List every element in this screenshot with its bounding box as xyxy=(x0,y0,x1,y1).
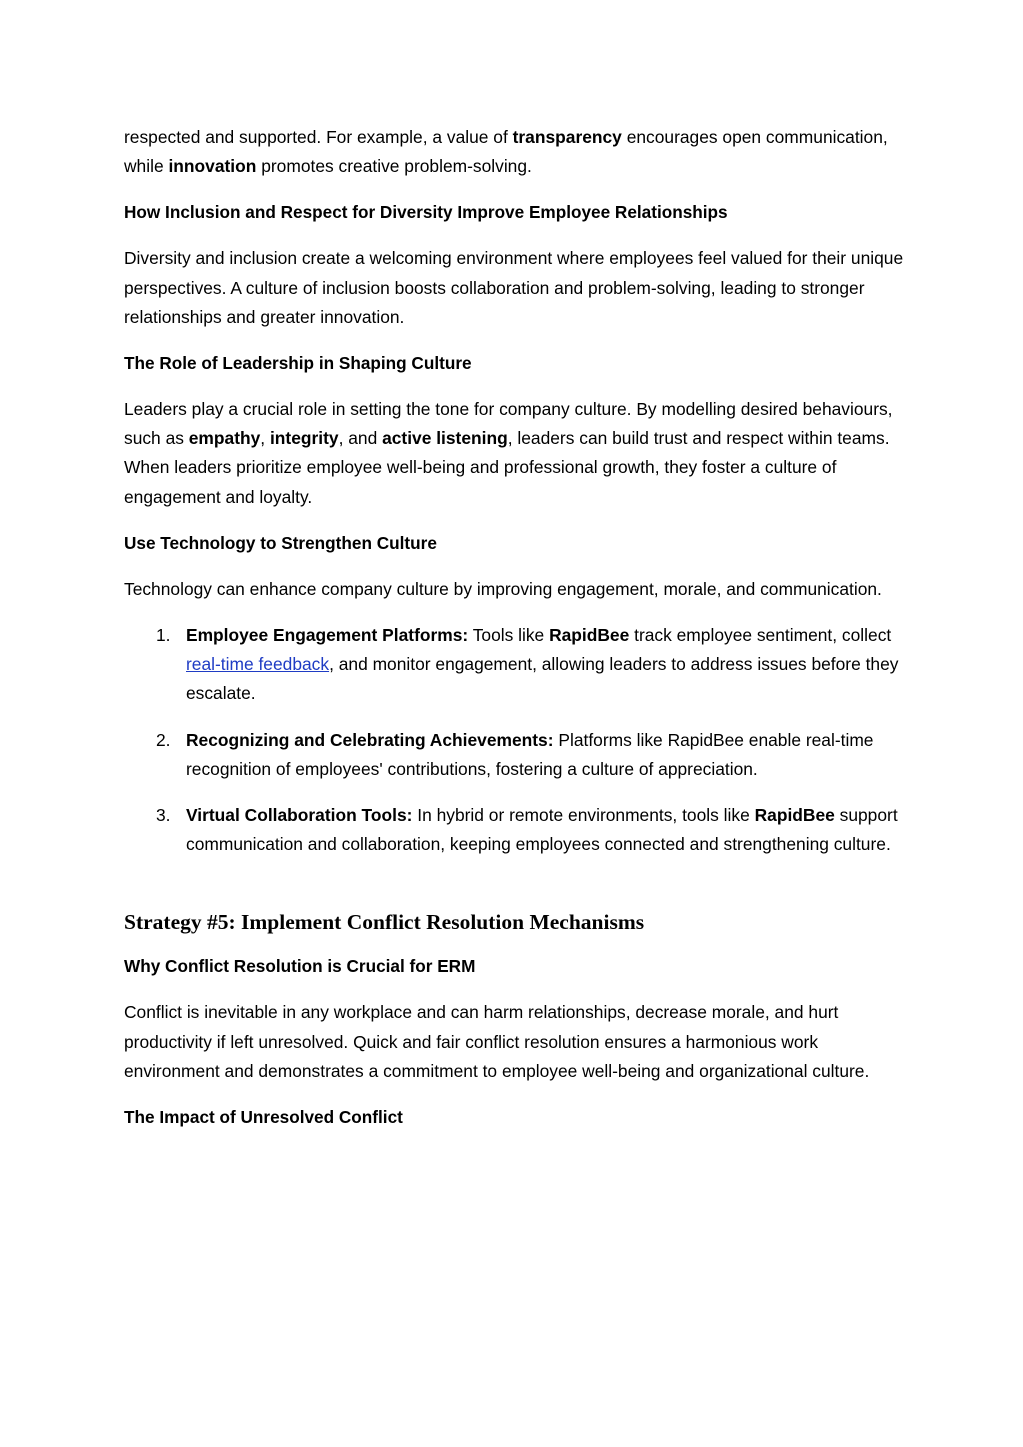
bold-term: active listening xyxy=(382,428,508,449)
list-item xyxy=(124,621,904,709)
strategy-5-title: Strategy #5: Implement Conflict Resolution Mechanisms xyxy=(124,910,645,935)
inclusion-heading: How Inclusion and Respect for Diversity Improve Employee Relationships xyxy=(124,202,728,223)
bold-term: RapidBee xyxy=(549,625,630,646)
text-run: support communication and collaboration, keeping employees connected and strengthening culture. xyxy=(186,805,898,855)
technology-heading: Use Technology to Strengthen Culture xyxy=(124,532,437,553)
inclusion-paragraph: Diversity and inclusion create a welcoming environment where employees feel valued for their unique perspectives. A culture of inclusion boosts collaboration and problem-solving, leading to stronger relationships and greater innovation. xyxy=(124,248,904,327)
technology-list xyxy=(124,621,904,859)
bold-term: RapidBee xyxy=(754,805,835,826)
intro-paragraph xyxy=(124,123,904,181)
list-item xyxy=(124,801,904,859)
list-number: 1. xyxy=(156,625,171,646)
real-time-feedback-link[interactable]: real-time feedback xyxy=(186,654,330,675)
conflict-paragraph: Conflict is inevitable in any workplace and can harm relationships, decrease morale, and hurt productivity if left unresolved. Quick and fair conflict resolution ensures a harmonious work environment and demonstrates a commitment to employee well-being and organizational culture. xyxy=(124,1002,870,1081)
text-run: Tools like xyxy=(468,625,550,646)
text-run: , leaders can build trust and respect within teams. When leaders prioritize employee well-being and professional growth, they foster a culture of engagement and loyalty. xyxy=(124,428,890,507)
text-run: In hybrid or remote environments, tools like xyxy=(412,805,755,826)
impact-heading: The Impact of Unresolved Conflict xyxy=(124,1107,403,1128)
text-run: Leaders play a crucial role in setting the tone for company culture. By modelling desired behaviours, such as xyxy=(124,399,893,449)
text-run: , and monitor engagement, allowing leaders to address issues before they escalate. xyxy=(186,654,899,704)
bold-term: empathy xyxy=(188,428,261,449)
list-item-title: Employee Engagement Platforms: xyxy=(186,625,469,646)
bold-term: integrity xyxy=(269,428,339,449)
bold-term: transparency xyxy=(512,127,622,147)
list-item-title: Recognizing and Celebrating Achievements: xyxy=(186,729,554,750)
list-item xyxy=(124,726,904,784)
text-run: , and xyxy=(338,428,383,449)
text-run: encourages open communication, while xyxy=(124,127,888,177)
list-number: 2. xyxy=(156,729,171,750)
leadership-paragraph xyxy=(124,395,904,512)
text-run: Platforms like RapidBee enable real-time recognition of employees' contributions, fostering a culture of appreciation. xyxy=(186,729,874,779)
document-page xyxy=(124,123,904,1149)
list-item-title: Virtual Collaboration Tools: xyxy=(186,805,413,826)
text-run: respected and supported. For example, a value of xyxy=(124,127,513,147)
conflict-heading: Why Conflict Resolution is Crucial for ERM xyxy=(124,956,476,977)
text-run: promotes creative problem-solving. xyxy=(256,156,532,177)
text-run: , xyxy=(260,428,270,449)
technology-paragraph: Technology can enhance company culture by improving engagement, morale, and communication. xyxy=(124,578,882,599)
list-number: 3. xyxy=(156,805,171,826)
text-run: track employee sentiment, collect xyxy=(629,625,892,646)
leadership-heading: The Role of Leadership in Shaping Culture xyxy=(124,353,472,374)
bold-term: innovation xyxy=(168,156,257,177)
